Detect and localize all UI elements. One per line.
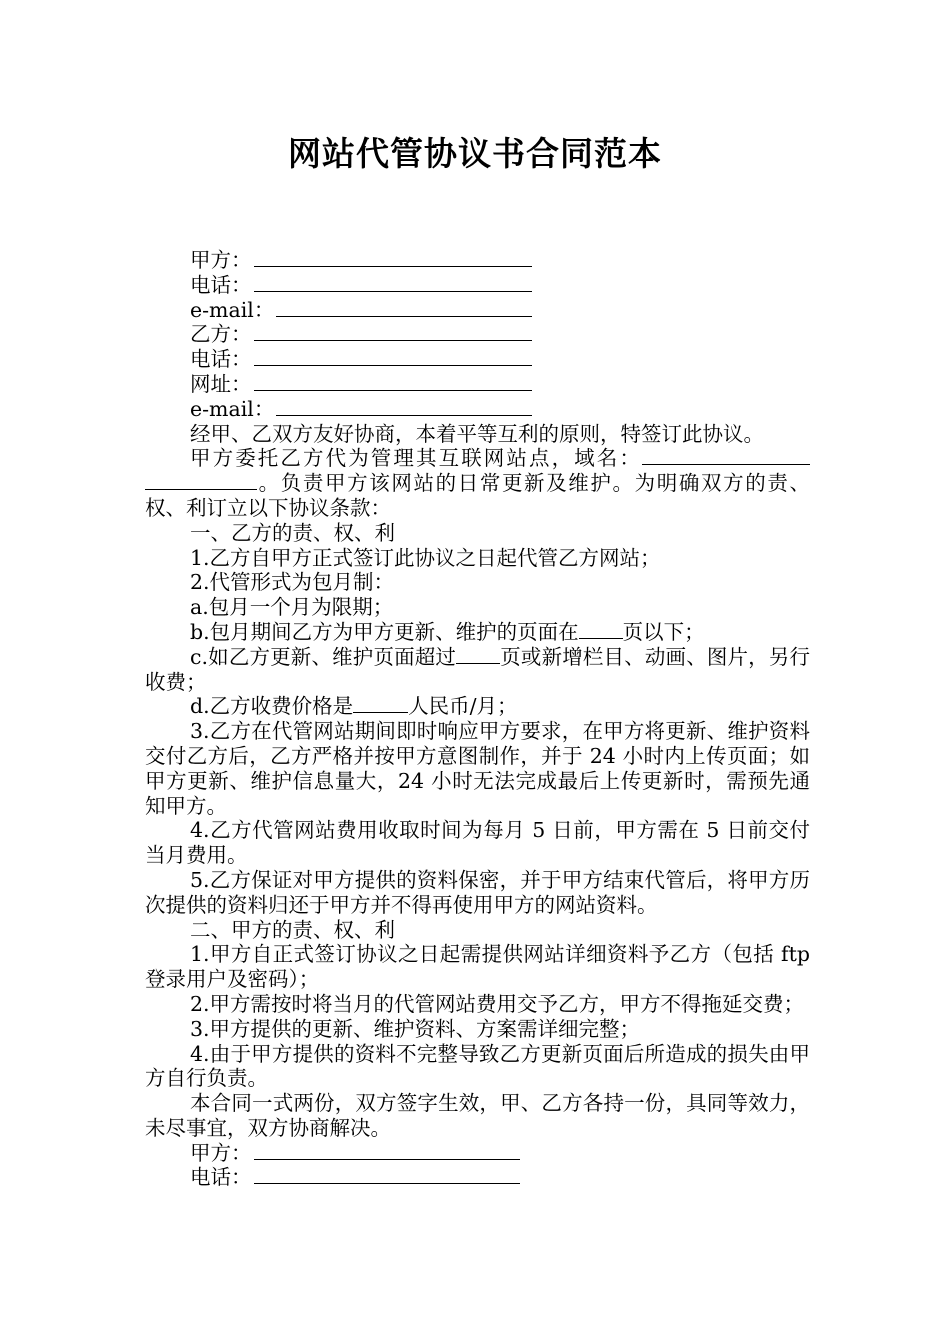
field-label: e-mail： — [190, 297, 275, 322]
section1-item2b — [145, 620, 810, 645]
field-label: 网址： — [190, 371, 252, 396]
section2-heading: 二、甲方的责、权、利 — [190, 917, 395, 942]
section2-item2: 2.甲方需按时将当月的代管网站费用交予乙方，甲方不得拖延交费； — [190, 991, 805, 1016]
footer-field-party-a — [145, 1141, 810, 1166]
field-email-b — [145, 397, 810, 422]
pages-over-blank — [456, 647, 500, 664]
section2-item1: 1.甲方自正式签订协议之日起需提供网站详细资料予乙方（包括 ftp 登录用户及密码）； — [145, 942, 810, 992]
blank-line — [254, 349, 532, 366]
section2-item4: 4.由于甲方提供的资料不完整导致乙方更新页面后所造成的损失由甲方自行负责。 — [145, 1041, 810, 1091]
item2b-before: b.包月期间乙方为甲方更新、维护的页面在 — [190, 619, 579, 644]
footer-field-phone — [145, 1165, 810, 1190]
field-label: 电话： — [190, 1165, 252, 1190]
item2c-after: 页或新增栏目、动画、图片，另行收费； — [145, 644, 811, 694]
domain-clause — [145, 446, 810, 520]
section1-item2: 2.代管形式为包月制： — [190, 570, 395, 595]
field-label: e-mail： — [190, 396, 275, 421]
field-label: 乙方： — [190, 322, 252, 347]
closing-paragraph: 本合同一式两份，双方签字生效，甲、乙方各持一份，具同等效力，未尽事宜，双方协商解决。 — [145, 1091, 810, 1140]
field-label: 电话： — [190, 272, 252, 297]
section1-item2a: a.包月一个月为限期； — [190, 595, 394, 620]
item2d-before: d.乙方收费价格是 — [190, 694, 354, 719]
blank-line — [254, 275, 532, 292]
section1-item1: 1.乙方自甲方正式签订此协议之日起代管乙方网站； — [190, 545, 661, 570]
document-body — [145, 248, 810, 1190]
blank-line — [254, 1167, 520, 1184]
domain-clause-before: 甲方委托乙方代为管理其互联网站点，域名： — [190, 446, 642, 471]
field-website — [145, 372, 810, 397]
field-label: 电话： — [190, 347, 252, 372]
field-phone-b — [145, 347, 810, 372]
section1-item2c — [145, 645, 810, 695]
field-label: 甲方： — [190, 248, 252, 272]
blank-line — [254, 374, 532, 391]
section1-item2d — [145, 694, 810, 719]
pages-blank — [579, 622, 623, 639]
blank-line — [254, 250, 532, 267]
field-party-b — [145, 322, 810, 347]
domain-blank — [642, 448, 810, 465]
intro-paragraph: 经甲、乙双方友好协商，本着平等互利的原则，特签订此协议。 — [190, 421, 764, 446]
domain-clause-after: 。负责甲方该网站的日常更新及维护。为明确双方的责、权、利订立以下协议条款： — [145, 471, 810, 520]
section1-item4: 4.乙方代管网站费用收取时间为每月 5 日前，甲方需在 5 日前交付当月费用。 — [145, 818, 810, 868]
blank-line — [276, 300, 532, 317]
section1-heading: 一、乙方的责、权、利 — [190, 520, 395, 545]
price-blank — [353, 696, 408, 713]
domain-blank-cont — [145, 473, 257, 490]
field-email-a — [145, 298, 810, 323]
section2-item3: 3.甲方提供的更新、维护资料、方案需详细完整； — [190, 1016, 641, 1041]
document-title: 网站代管协议书合同范本 — [288, 134, 662, 173]
item2b-after: 页以下； — [622, 619, 705, 644]
blank-line — [254, 324, 532, 341]
field-party-a — [145, 248, 810, 273]
item2c-before: c.如乙方更新、维护页面超过 — [190, 644, 457, 669]
blank-line — [254, 1143, 520, 1160]
section1-item3: 3.乙方在代管网站期间即时响应甲方要求，在甲方将更新、维护资料交付乙方后，乙方严格并按甲方意图制作，并于 24 小时内上传页面；如甲方更新、维护信息量大，24 小时无法完成最后上传更新时，需预先通知甲方。 — [145, 719, 810, 818]
field-label: 甲方： — [190, 1140, 252, 1165]
item2d-after: 人民币/月； — [408, 694, 518, 719]
field-phone-a — [145, 273, 810, 298]
section1-item5: 5.乙方保证对甲方提供的资料保密，并于甲方结束代管后，将甲方历次提供的资料归还于甲方并不得再使用甲方的网站资料。 — [145, 867, 810, 917]
blank-line — [276, 399, 532, 416]
